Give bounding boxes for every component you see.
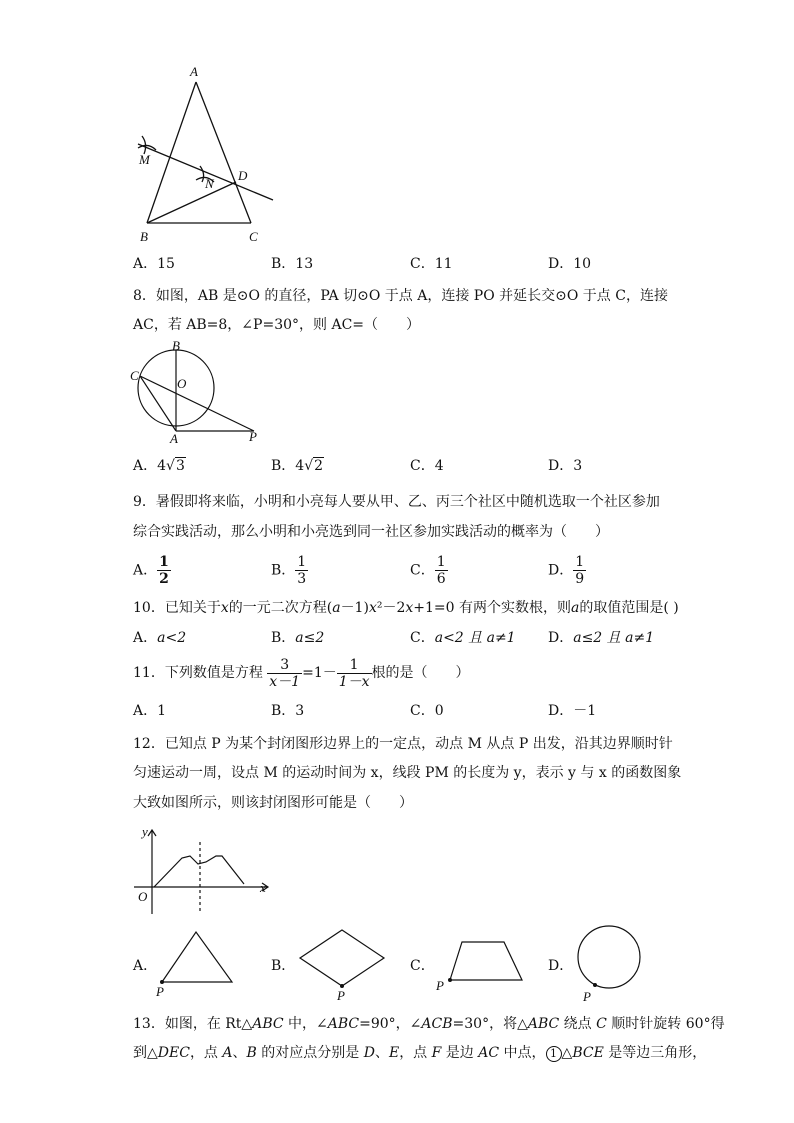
q12-shape-c	[432, 930, 532, 996]
q12-shape-b-p: P	[337, 988, 345, 1002]
q8-label-p: P	[249, 429, 257, 444]
q9-option-d: D． $\frac{1}{9}$	[548, 554, 585, 587]
q12-option-b: B．	[271, 958, 296, 974]
q9-option-c: C． $\frac{1}{6}$	[410, 554, 446, 587]
q7-label-n: N	[205, 176, 214, 191]
q8-label-b: B	[172, 340, 180, 353]
q7-option-d: D．10	[548, 256, 592, 272]
q12-graph-y: y	[142, 824, 148, 839]
q7-option-c: C．11	[410, 256, 453, 272]
q11-stem: 11．下列数值是方程 $\frac{3}{x-1}$ =1－ $\frac{1}{1-x}$ 根的是（ ）	[133, 656, 470, 690]
q8-option-a: A．4√3	[133, 458, 185, 474]
q10-stem: 10．已知关于x的一元二次方程(a－1)x²－2x+1=0 有两个实数根，则a的取值范围是( )	[133, 600, 679, 616]
q10-option-b: B．a≤2	[271, 630, 325, 646]
q12-shape-b	[292, 924, 392, 1002]
q8-label-o: O	[177, 376, 187, 391]
q12-graph-o: O	[138, 889, 148, 904]
q12-shape-a-p: P	[156, 984, 164, 998]
q13-stem-line1: 13．如图，在 Rt△ABC 中，∠ABC=90°，∠ACB=30°，将△ABC 绕点 C 顺时针旋转 60°得	[133, 1016, 725, 1032]
q7-label-c: C	[249, 229, 258, 244]
q12-option-c: C．	[410, 958, 435, 974]
q8-label-c: C	[130, 368, 139, 383]
q9-stem-line2: 综合实践活动，那么小明和小亮选到同一社区参加实践活动的概率为（ ）	[133, 524, 609, 540]
q9-option-b: B． $\frac{1}{3}$	[271, 554, 307, 587]
q12-shape-d	[570, 924, 650, 1004]
q9-stem-line1: 9．暑假即将来临，小明和小亮每人要从甲、乙、丙三个社区中随机选取一个社区参加	[133, 494, 660, 510]
q12-shape-c-p: P	[436, 978, 444, 993]
q12-graph-x: x	[260, 880, 266, 895]
q10-option-a: A．a<2	[133, 630, 187, 646]
q12-option-a: A．	[133, 958, 158, 974]
q11-option-a: A．1	[133, 703, 167, 719]
q7-label-d: D	[238, 168, 248, 183]
q8-label-a: A	[170, 431, 178, 446]
q7-label-a: A	[190, 64, 198, 79]
q11-option-c: C．0	[410, 703, 444, 719]
q8-option-b: B．4√2	[271, 458, 324, 474]
q8-option-d: D．3	[548, 458, 583, 474]
q12-graph	[128, 820, 278, 920]
q8-stem-line2: AC，若 AB=8，∠P=30°，则 AC=（ ）	[133, 317, 421, 333]
q8-figure	[128, 340, 268, 446]
q12-option-d: D．	[548, 958, 574, 974]
q7-figure	[130, 60, 290, 250]
q10-option-d: D．a≤2 且 a≠1	[548, 630, 655, 646]
q12-stem-line3: 大致如图所示，则该封闭图形可能是（ ）	[133, 795, 413, 811]
q8-option-c: C．4	[410, 458, 444, 474]
q11-option-b: B．3	[271, 703, 305, 719]
q7-label-m: M	[139, 152, 150, 167]
q9-option-a: A． $\frac{1}{2}$	[133, 554, 169, 587]
q11-option-d: D．－1	[548, 703, 597, 719]
q13-stem-line2: 到△DEC，点 A、B 的对应点分别是 D、E，点 F 是边 AC 中点， 1 △BCE 是等边三角形，	[133, 1045, 707, 1061]
q7-option-b: B．13	[271, 256, 314, 272]
q8-stem-line1: 8．如图，AB 是⊙O 的直径，PA 切⊙O 于点 A，连接 PO 并延长交⊙O 于点 C，连接	[133, 288, 668, 304]
q12-stem-line1: 12．已知点 P 为某个封闭图形边界上的一定点，动点 M 从点 P 出发，沿其边界顺时针	[133, 736, 673, 752]
q10-option-c: C．a<2 且 a≠1	[410, 630, 516, 646]
q7-label-b: B	[140, 229, 148, 244]
q7-option-a: A．15	[133, 256, 175, 272]
circled-number-1: 1	[546, 1046, 562, 1062]
q12-shape-a	[152, 926, 242, 998]
q12-shape-d-p: P	[583, 989, 591, 1004]
q12-stem-line2: 匀速运动一周，设点 M 的运动时间为 x，线段 PM 的长度为 y，表示 y 与 x 的函数图象	[133, 765, 682, 781]
